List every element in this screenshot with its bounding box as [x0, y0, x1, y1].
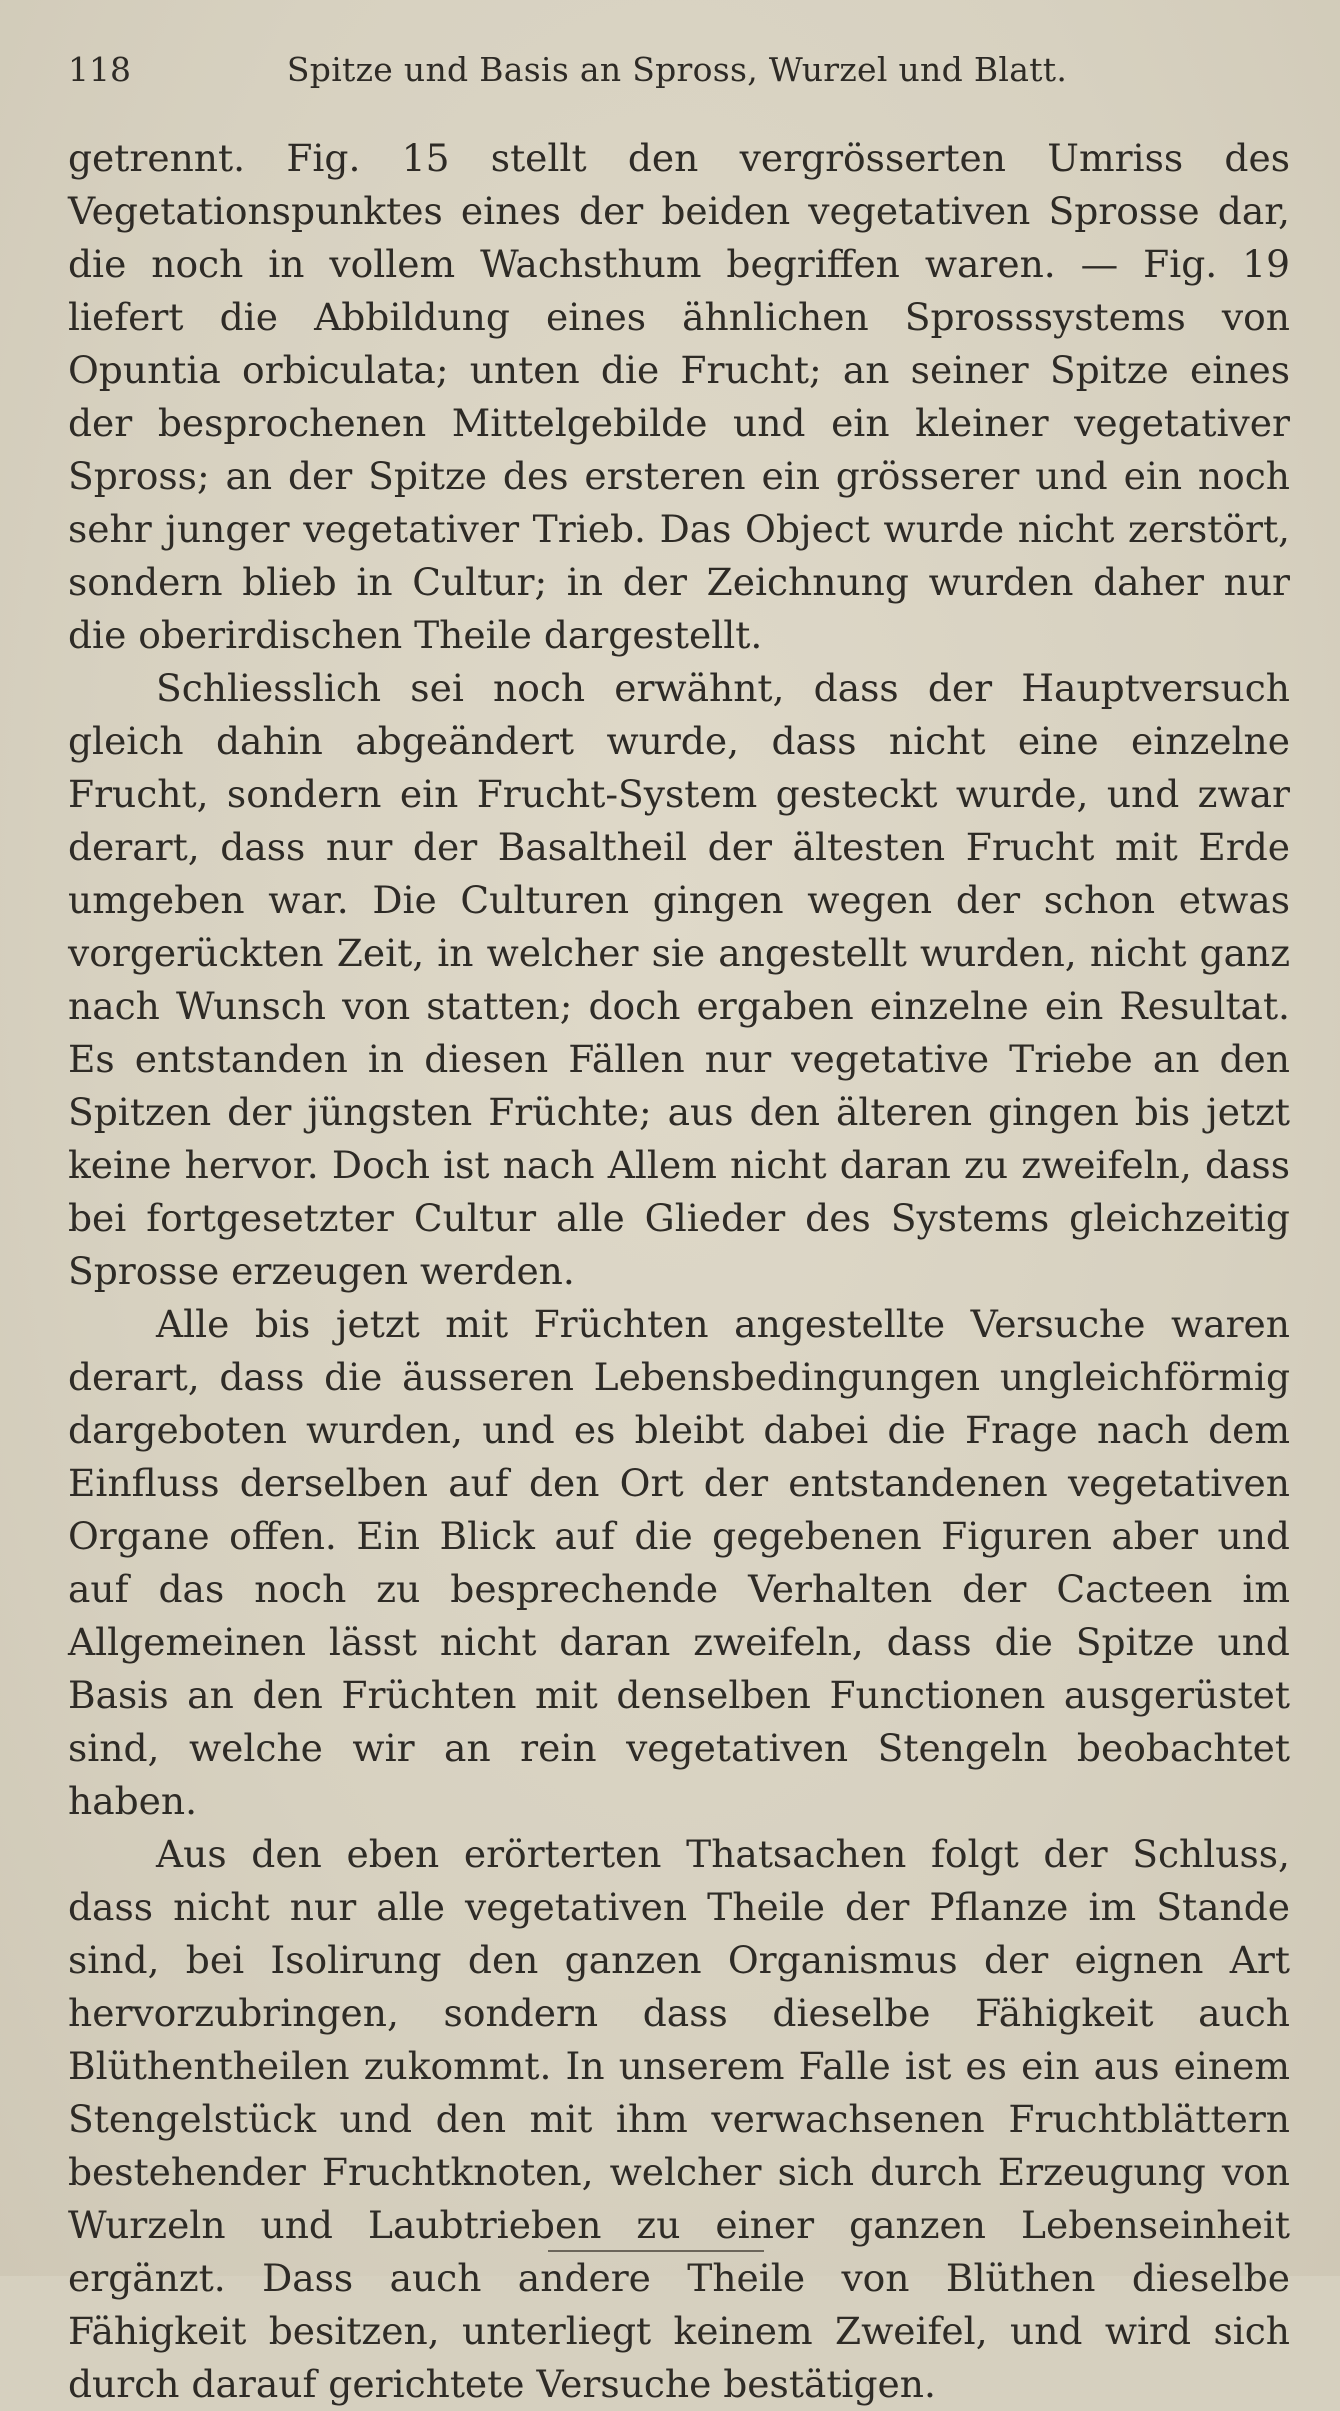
paragraph-2: Schliesslich sei noch erwähnt, dass der Hauptversuch gleich dahin abgeändert wurde, dass nicht eine einzelne Frucht, sondern ein Frucht-System gesteckt wurde, und zwar derart, dass nur der Basaltheil der ältesten Frucht mit Erde umgeben war. Die Culturen gingen wegen der schon etwas vorgerückten Zeit, in welcher sie angestellt wurden, nicht ganz nach Wunsch von statten; doch ergaben einzelne ein Resultat. Es entstanden in diesen Fällen nur vegetative Triebe an den Spitzen der jüngsten Früchte; aus den älteren gingen bis jetzt keine hervor. Doch ist nach Allem nicht daran zu zweifeln, dass bei fortgesetzter Cultur alle Glieder des Systems gleichzeitig Sprosse erzeugen werden. [68, 666, 1290, 1293]
running-title: Spitze und Basis an Spross, Wurzel und Blatt. [286, 50, 1068, 89]
paragraph-1: getrennt. Fig. 15 stellt den vergrösserten Umriss des Vegetationspunktes eines der beiden vegetativen Sprosse dar, die noch in vollem Wachsthum begriffen waren. — Fig. 19 liefert die Abbildung eines ähnlichen Sprosssystems von Opuntia orbiculata; unten die Frucht; an seiner Spitze eines der besprochenen Mittelgebilde und ein kleiner vegetativer Spross; an der Spitze des ersteren ein grösserer und ein noch sehr junger vegetativer Trieb. Das Object wurde nicht zerstört, sondern blieb in Cultur; in der Zeichnung wurden daher nur die oberirdischen Theile dargestellt. [68, 136, 1290, 657]
paragraph-4: Aus den eben erörterten Thatsachen folgt der Schluss, dass nicht nur alle vegetativen Theile der Pflanze im Stande sind, bei Isolirung den ganzen Organismus der eignen Art hervorzubringen, sondern dass dieselbe Fähigkeit auch Blüthentheilen zukommt. In unserem Falle ist es ein aus einem Stengelstück und den mit ihm verwachsenen Fruchtblättern bestehender Fruchtknoten, welcher sich durch Erzeugung von Wurzeln und Laubtrieben zu einer ganzen Lebenseinheit ergänzt. Dass auch andere Theile von Blüthen dieselbe Fähigkeit besitzen, unterliegt keinem Zweifel, und wird sich durch darauf gerichtete Versuche bestätigen. [68, 1832, 1290, 2406]
paragraph-3: Alle bis jetzt mit Früchten angestellte Versuche waren derart, dass die äusseren Lebensbedingungen ungleichförmig dargeboten wurden, und es bleibt dabei die Frage nach dem Einfluss derselben auf den Ort der entstandenen vegetativen Organe offen. Ein Blick auf die gegebenen Figuren aber und auf das noch zu besprechende Verhalten der Cacteen im Allgemeinen lässt nicht daran zweifeln, dass die Spitze und Basis an den Früchten mit denselben Functionen ausgerüstet sind, welche wir an rein vegetativen Stengeln beobachtet haben. [68, 1302, 1290, 1823]
running-head [68, 46, 1286, 94]
page-number: 118 [68, 50, 131, 89]
body-text [68, 132, 1290, 2411]
section-end-rule [548, 2250, 764, 2252]
